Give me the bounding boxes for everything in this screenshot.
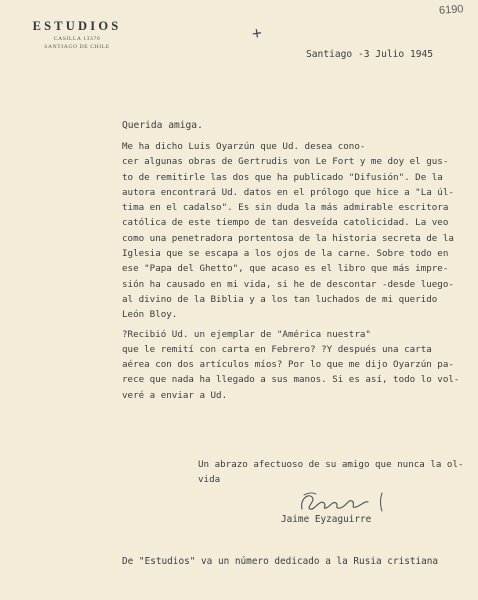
letterhead-title: ESTUDIOS (32, 19, 122, 33)
body-line: autora encontrará Ud. datos en el prólogo que hice a "La úl- (122, 186, 454, 198)
salutation: Querida amiga. (122, 120, 203, 131)
body-line: ese "Papa del Ghetto", que acaso es el libro que más impre- (122, 263, 449, 275)
postscript: De "Estudios" va un número dedicado a la Rusia cristiana (122, 556, 439, 567)
body-line: que le remití con carta en Febrero? ?Y después una carta (122, 343, 432, 355)
body-line: Me ha dicho Luis Oyarzún que Ud. desea cono- (122, 141, 366, 152)
letter-date: Santiago -3 Julio 1945 (306, 49, 434, 60)
body-line: aérea con dos artículos míos? Por lo que me dijo Oyarzún pa- (122, 359, 454, 371)
closing (198, 457, 468, 488)
cross-mark-icon: + (250, 23, 264, 44)
body-line: León Bloy. (122, 309, 178, 321)
letterhead-address-line-2: SANTIAGO DE CHILE (44, 44, 110, 50)
handwritten-signature (294, 489, 394, 515)
body-line: Iglesia que se escapa a los ojos de la carne. Sobre todo en (122, 248, 449, 260)
body-line: cer algunas obras de Gertrudis von Le Fort y me doy el gus- (122, 156, 449, 168)
archive-number: 6190 (438, 3, 464, 17)
letterhead-address-line-1: CASILLA 13370 (53, 36, 101, 42)
closing-line: Un abrazo afectuoso de su amigo que nunca la ol- (198, 459, 464, 470)
body-line: to de remitirle las dos que ha publicado "Difusión". De la (122, 171, 443, 183)
signer-name: Jaime Eyzaguirre (281, 514, 372, 525)
body-line: al divino de la Biblia y a los tan luchados de mi querido (122, 293, 438, 305)
body-line: tima en el cadalso". Es sin duda la más admirable escritora (122, 202, 449, 214)
body-line: veré a enviar a Ud. (122, 389, 228, 401)
body-line: como una penetradora portentosa de la historia secreta de la (122, 232, 454, 244)
body-line: católica de este tiempo de tan desveída catolicidad. La veo (122, 217, 449, 229)
closing-line: vida (198, 474, 221, 486)
body-line: rece que nada ha llegado a sus manos. Si es así, todo lo vol- (122, 374, 460, 386)
letter-body (122, 139, 467, 403)
body-line: ?Recibió Ud. un ejemplar de "América nuestra" (122, 328, 371, 340)
body-line: sión ha causado en mi vida, si he de descontar -desde luego- (122, 278, 454, 290)
letterhead (22, 19, 132, 50)
